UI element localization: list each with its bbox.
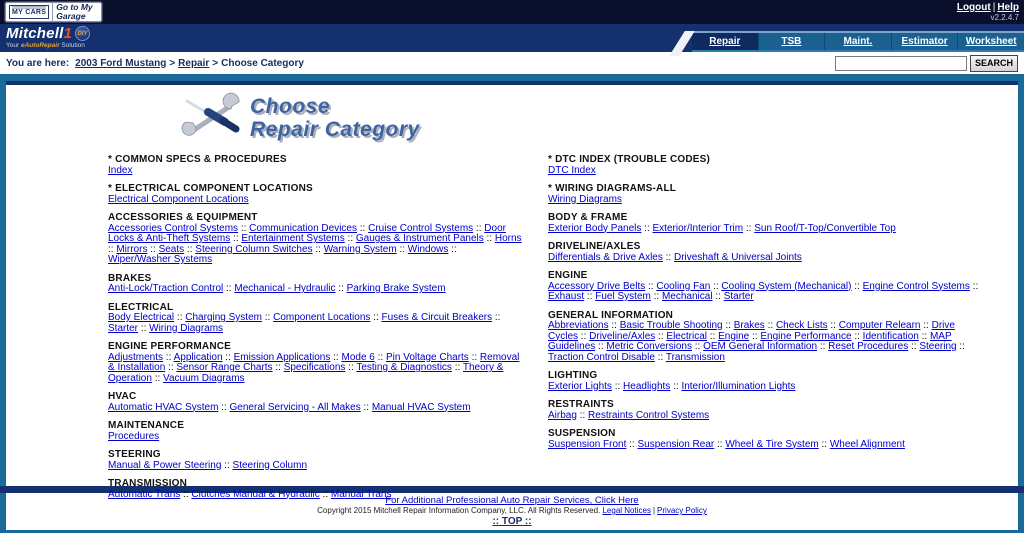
category-link[interactable]: Starter [108,322,139,334]
link-separator: :: [626,438,638,450]
link-separator: :: [448,243,457,255]
category-heading: LIGHTING [548,370,598,381]
category-link[interactable]: Charging System [185,312,262,323]
link-separator: :: [654,351,666,363]
category-link[interactable]: Suspension Rear [637,438,715,450]
link-separator: :: [223,283,235,294]
link-separator: :: [764,320,776,331]
category-heading: ELECTRICAL [108,301,174,313]
category-links [108,461,522,472]
category-link[interactable]: Starter [723,291,754,302]
link-separator: :: [218,401,230,413]
garage-label: Go to My Garage [52,3,98,21]
copyright-text: Copyright 2015 Mitchell Repair Information Company, LLC. All Rights Reserved. [317,506,601,515]
link-separator: :: [818,438,830,450]
top-links-divider: | [992,2,996,13]
category-links [108,432,522,443]
privacy-policy-link[interactable]: Privacy Policy [657,506,707,515]
link-separator: :: [451,362,463,373]
category-link[interactable]: Removal & Installation [108,351,520,373]
category-link[interactable]: Driveshaft & Universal Joints [673,251,802,263]
link-separator: :: [374,351,386,363]
category-link[interactable]: Headlights [623,380,671,392]
category-heading: ACCESSORIES & EQUIPMENT [108,212,258,223]
category-section [108,342,522,384]
brand-one: 1 [63,25,72,42]
link-separator: :: [330,351,342,363]
link-separator: :: [357,222,369,234]
link-separator: :: [743,222,755,234]
search-button[interactable]: SEARCH [970,55,1018,72]
category-links [108,353,522,385]
link-separator: :: [221,459,233,471]
category-heading: * WIRING DIAGRAMS-ALL [548,183,677,194]
category-section [108,450,522,471]
breadcrumb-repair-link[interactable]: Repair [178,57,210,69]
category-section [548,311,980,364]
link-separator: :: [319,488,331,500]
category-link[interactable]: Emission Applications [233,351,331,363]
repair-tools-icon [184,93,242,137]
category-link[interactable]: Traction Control Disable [548,351,655,363]
category-link[interactable]: Mechanical - Hydraulic [234,283,336,294]
footer-links-divider: | [652,506,656,515]
link-separator: :: [817,341,829,352]
category-link[interactable]: Airbag [548,409,577,421]
category-link[interactable]: Steering [919,341,957,352]
category-link[interactable]: Sensor Range Charts [176,362,273,373]
brand-tagline: Your eAutoRepair Solution [6,42,85,49]
category-heading: BRAKES [108,272,152,284]
category-link[interactable]: Restraints Control Systems [588,409,710,421]
link-separator: :: [261,312,274,323]
category-links [548,282,980,303]
category-link[interactable]: Exterior/Interior Trim [652,222,744,234]
category-heading: RESTRAINTS [548,399,614,410]
category-link[interactable]: Interior/Illumination Lights [681,380,796,392]
category-section [548,429,980,450]
category-heading: HVAC [108,391,137,402]
category-section [108,274,522,295]
category-link[interactable]: Wheel Alignment [829,438,905,450]
link-separator: :: [345,362,357,373]
category-section [548,242,980,263]
category-link[interactable]: Warning System [323,243,397,255]
diy-badge-icon: DIY [75,26,90,41]
link-separator: :: [645,280,657,292]
category-links [548,440,980,451]
category-link[interactable]: Manual HVAC System [371,401,471,413]
category-link[interactable]: Suspension Front [548,438,627,450]
category-link[interactable]: Engine Performance [760,330,852,342]
link-separator: :: [272,362,284,373]
tab-worksheet[interactable]: Worksheet [957,33,1024,50]
link-separator: :: [370,312,382,323]
category-link[interactable]: Theory & Operation [108,362,504,384]
category-link[interactable]: Fuel System [595,291,651,302]
go-to-my-garage-button[interactable] [5,2,102,22]
category-link[interactable]: Computer Relearn [838,320,921,331]
link-separator: :: [138,322,150,334]
category-heading: * ELECTRICAL COMPONENT LOCATIONS [108,183,313,194]
link-separator: :: [147,243,159,255]
category-link[interactable]: Engine [718,330,750,342]
top-right-links [957,2,1019,22]
link-separator: :: [396,243,408,255]
category-link[interactable]: Component Locations [273,312,371,323]
category-heading: STEERING [108,449,161,460]
breadcrumb-separator: > [169,57,176,69]
category-links [108,224,522,266]
tabs [692,33,1024,50]
link-separator: :: [165,362,177,373]
link-separator: :: [578,330,590,342]
category-links [108,403,522,414]
page-title [250,95,420,141]
category-links [108,195,522,206]
category-section [108,155,522,176]
logout-link[interactable]: Logout [956,2,991,13]
category-link[interactable]: Cooling System (Mechanical) [721,280,852,292]
breadcrumb-current: Choose Category [221,57,304,69]
link-separator: :: [969,280,979,292]
category-heading: DRIVELINE/AXLES [548,241,641,252]
link-separator: :: [576,409,589,421]
category-link[interactable]: Differentials & Drive Axles [548,251,663,263]
link-separator: :: [722,320,734,331]
link-separator: :: [710,280,722,292]
category-link[interactable]: Cruise Control Systems [368,222,474,234]
version-label: v2.2.4.7 [990,13,1019,22]
link-separator: :: [956,341,965,352]
link-separator: :: [492,312,501,323]
link-separator: :: [827,320,839,331]
category-heading: MAINTENANCE [108,420,185,431]
category-link[interactable]: Exhaust [548,291,585,302]
link-separator: :: [184,243,196,255]
my-cars-plate-icon [9,5,49,19]
category-heading: BODY & FRAME [548,212,628,223]
link-separator: :: [670,380,682,392]
my-cars-plate-label: MY CARS [12,9,47,16]
category-link[interactable]: Exterior Lights [548,380,612,392]
link-separator: :: [163,351,174,363]
help-link[interactable]: Help [997,2,1019,13]
category-link[interactable]: Automatic Trans [108,488,181,500]
category-link[interactable]: Fuses & Circuit Breakers [381,312,493,323]
category-link[interactable]: OEM General Information [703,341,818,352]
link-separator: :: [151,372,164,384]
category-link[interactable]: Engine Control Systems [862,280,970,292]
link-separator: :: [655,330,667,342]
category-heading: TRANSMISSION [108,478,188,489]
additional-services-link[interactable]: For Additional Professional Auto Repair Services, Click Here [385,495,639,506]
category-link[interactable]: Communication Devices [249,222,357,234]
category-section [548,271,980,303]
category-section [548,184,980,205]
tab-estimator[interactable]: Estimator [891,33,958,50]
link-separator: :: [222,351,234,363]
link-separator: :: [238,222,250,234]
link-separator: :: [611,380,624,392]
top-link[interactable]: :: TOP :: [492,516,532,527]
category-link[interactable]: Mechanical [661,291,713,302]
link-separator: :: [608,320,620,331]
category-link[interactable]: Index [108,164,133,176]
category-link[interactable]: Wiring Diagrams [149,322,224,334]
link-separator: :: [920,320,932,331]
link-separator: :: [691,341,704,352]
legal-notices-link[interactable]: Legal Notices [602,506,651,515]
breadcrumb-prefix: You are here: [6,57,70,69]
tab-repair[interactable]: Repair [692,33,758,50]
category-link[interactable]: Wiper/Washer Systems [108,254,213,265]
category-link[interactable]: Electrical Component Locations [108,193,249,205]
category-link[interactable]: Adjustments [108,351,164,363]
category-links [548,224,980,235]
category-link[interactable]: Reset Procedures [828,341,909,352]
category-link[interactable]: Brakes [733,320,765,331]
breadcrumb-row [0,52,1024,74]
breadcrumb-separator: > [212,57,219,69]
category-link[interactable]: Transmission [665,351,725,363]
category-link[interactable]: Automatic HVAC System [108,401,219,413]
category-link[interactable]: Mirrors [116,243,148,255]
category-link[interactable]: Horns [494,233,522,244]
category-link[interactable]: Sun Roof/T-Top/Convertible Top [754,222,896,234]
link-separator: :: [468,351,480,363]
category-link[interactable]: Specifications [283,362,346,373]
tab-maint[interactable]: Maint. [824,33,891,50]
link-separator: :: [335,283,347,294]
link-separator: :: [650,291,662,302]
category-section [548,213,980,234]
category-link[interactable]: Accessories Control Systems [108,222,239,234]
category-links [108,313,522,334]
link-separator: :: [360,401,372,413]
category-link[interactable]: Entertainment Systems [241,233,345,244]
category-link[interactable]: Body Electrical [108,312,175,323]
category-link[interactable]: General Servicing - All Makes [229,401,361,413]
category-section [108,392,522,413]
link-separator: :: [473,222,485,234]
page-header [184,93,1018,141]
category-column-left [108,155,522,508]
main-panel [6,81,1018,500]
category-link[interactable]: Parking Brake System [346,283,446,294]
link-separator: :: [749,330,761,342]
category-link[interactable]: Driveline/Axles [589,330,656,342]
category-link[interactable]: Anti-Lock/Traction Control [108,283,224,294]
category-link[interactable]: Manual & Power Steering [108,459,222,471]
category-link[interactable]: Electrical [666,330,707,342]
category-link[interactable]: Cooling Fan [656,280,711,292]
category-heading: ENGINE PERFORMANCE [108,341,232,352]
category-link[interactable]: Windows [407,243,449,255]
page-title-line2: Repair Category [250,118,420,141]
category-link[interactable]: Manual Trans [330,488,392,500]
category-link[interactable]: Door Locks & Anti-Theft Systems [108,222,506,244]
link-separator: :: [344,233,356,244]
link-separator: :: [174,312,186,323]
category-links [108,166,522,177]
search-input[interactable] [835,56,967,71]
category-links [548,382,980,393]
category-heading: ENGINE [548,270,588,281]
category-link[interactable]: Basic Trouble Shooting [619,320,723,331]
link-separator: :: [908,341,920,352]
category-link[interactable]: Identification [862,330,919,342]
category-link[interactable]: Accessory Drive Belts [548,280,646,292]
category-link[interactable]: Metric Conversions [606,341,692,352]
link-separator: :: [662,251,674,263]
link-separator: :: [108,243,117,255]
category-section [548,371,980,392]
brand-bar [0,24,1024,52]
link-separator: :: [584,291,596,302]
category-link[interactable]: Mode 6 [341,351,375,363]
category-link[interactable]: Application [173,351,223,363]
category-link[interactable]: DTC Index [548,164,596,176]
category-columns [6,151,1018,508]
category-section [108,421,522,442]
category-heading: * DTC INDEX (TROUBLE CODES) [548,154,711,165]
category-heading: SUSPENSION [548,428,616,439]
link-separator: :: [706,330,719,342]
category-link[interactable]: Check Lists [775,320,828,331]
category-section [108,213,522,266]
search-area [835,55,1018,72]
category-link[interactable]: Steering Column Switches [195,243,313,255]
link-separator: :: [851,330,863,342]
link-separator: :: [714,438,726,450]
link-separator: :: [851,280,863,292]
category-link[interactable]: Gauges & Instrument Panels [355,233,484,244]
category-links [548,321,980,363]
category-section [548,400,980,421]
breadcrumb [6,58,304,69]
category-link[interactable]: Abbreviations [548,320,609,331]
category-link[interactable]: Steering Column [232,459,308,471]
category-link[interactable]: Exterior Body Panels [548,222,642,234]
category-link[interactable]: Testing & Diagnostics [356,362,452,373]
category-link[interactable]: Vacuum Diagrams [163,372,245,384]
page-title-line1: Choose [250,95,331,118]
category-links [548,253,980,264]
category-links [548,411,980,422]
link-separator: :: [312,243,324,255]
category-section [108,303,522,335]
category-heading: GENERAL INFORMATION [548,309,674,321]
link-separator: :: [641,222,653,234]
category-section [548,155,980,176]
tab-tsb[interactable]: TSB [758,33,825,50]
mitchell1-logo [6,26,90,49]
link-separator: :: [180,488,192,500]
category-links [108,284,522,295]
category-link[interactable]: Clutches Manual & Hydraulic [191,488,320,500]
category-section [108,184,522,205]
breadcrumb-vehicle-link[interactable]: 2003 Ford Mustang [75,57,167,69]
category-links [548,166,980,177]
brand-name: Mitchell1 [6,25,72,42]
category-link[interactable]: Drive Cycles [548,320,955,342]
category-link[interactable]: MAP Guidelines [548,330,952,352]
link-separator: :: [483,233,495,244]
category-links [548,195,980,206]
link-separator: :: [918,330,930,342]
category-heading: * COMMON SPECS & PROCEDURES [108,154,287,165]
category-link[interactable]: Wheel & Tire System [725,438,819,450]
category-link[interactable]: Wiring Diagrams [548,193,622,205]
link-separator: :: [230,233,242,244]
link-separator: :: [595,341,607,352]
category-link[interactable]: Pin Voltage Charts [385,351,469,363]
category-column-right [548,155,980,508]
tab-bar [692,31,1024,52]
link-separator: :: [712,291,724,302]
category-link[interactable]: Procedures [108,430,160,442]
category-link[interactable]: Seats [158,243,185,255]
top-bar [0,0,1024,24]
